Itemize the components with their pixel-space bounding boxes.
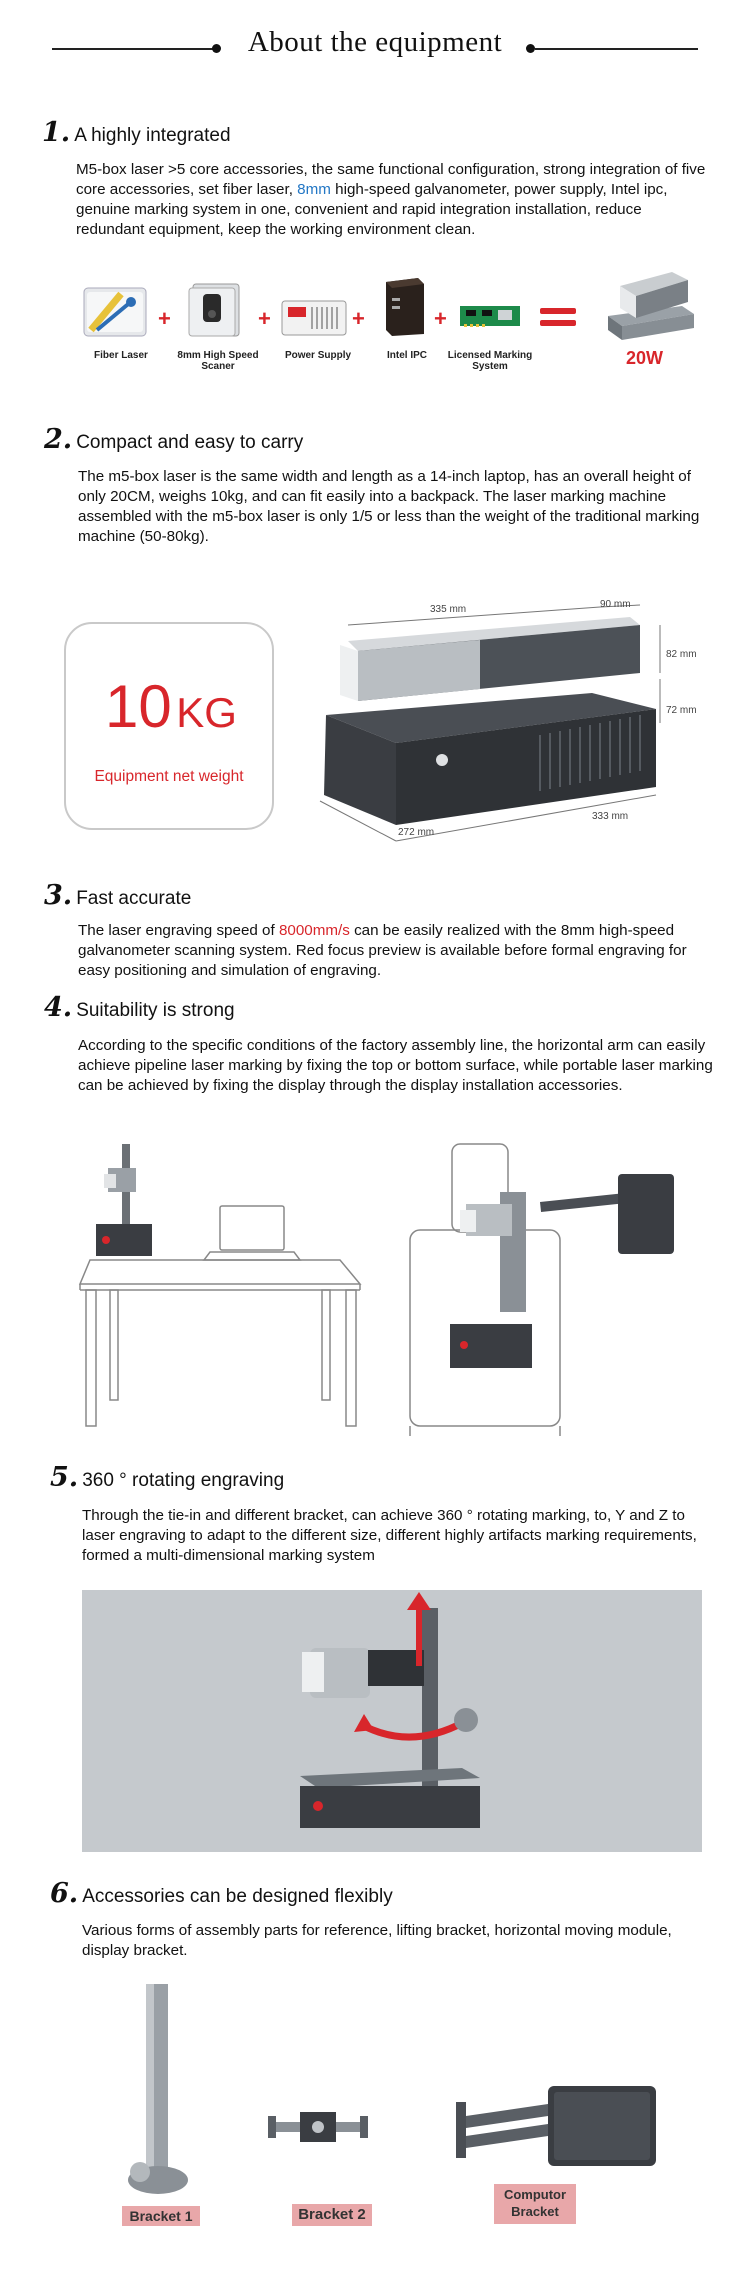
display-bracket-icon <box>452 2080 662 2176</box>
section-6-heading <box>50 1878 393 1909</box>
section-title: Suitability is strong <box>76 1000 235 1021</box>
section-number: 4. <box>44 992 73 1023</box>
rotating-marking-machine-image <box>82 1590 702 1852</box>
bracket-2-image <box>264 2104 374 2154</box>
dim-base-height: 72 mm <box>666 705 697 716</box>
component-marking-system <box>447 300 533 380</box>
computer-bracket-label: Computor Bracket <box>494 2184 576 2224</box>
section-3-heading <box>44 880 191 911</box>
bracket-1-label: Bracket 1 <box>122 2206 200 2226</box>
component-label: Intel IPC <box>386 350 427 361</box>
component-ipc <box>372 276 442 376</box>
rotation-photo <box>82 1590 702 1852</box>
power-supply-icon <box>280 291 348 341</box>
device-dimension-drawing <box>300 595 720 855</box>
weight-card <box>64 622 274 830</box>
section-title: Accessories can be designed flexibly <box>82 1886 393 1907</box>
title-dot-right <box>526 44 535 53</box>
section-6-text: Various forms of assembly parts for reference, lifting bracket, horizontal moving module, display bracket. <box>82 1922 672 1959</box>
section-number: 2. <box>44 424 73 455</box>
equals-icon <box>540 306 580 328</box>
section-title: A highly integrated <box>74 125 231 146</box>
section-title: Fast accurate <box>76 888 192 909</box>
component-label: Power Supply <box>284 350 352 361</box>
scanner-icon <box>185 280 245 340</box>
component-scanner <box>177 280 260 380</box>
lifting-bracket-icon <box>120 1980 200 2200</box>
dimension-figure <box>300 595 720 855</box>
component-power-supply <box>278 285 358 385</box>
section-5-heading <box>50 1462 284 1493</box>
component-label: Fiber Laser <box>94 350 148 361</box>
weight-unit: KG <box>176 689 237 736</box>
usage-illustration <box>70 1140 700 1440</box>
page-title: About the equipment <box>247 26 503 58</box>
circuit-board-icon <box>458 302 522 330</box>
plus-sign: + <box>434 306 447 331</box>
weight-caption: Equipment net weight <box>94 768 244 785</box>
bracket-2-label: Bracket 2 <box>292 2204 372 2226</box>
plus-sign: + <box>352 306 365 331</box>
result-laser-unit <box>598 262 708 382</box>
component-fiber-laser <box>76 280 166 380</box>
section-3-text: The laser engraving speed of 8000mm/s can be easily realized with the 8mm high-speed galvanometer scanning system. Red focus preview is available before formal engraving for easy positioning and simulation of engraving. <box>78 922 687 979</box>
section-1-heading <box>42 117 231 148</box>
plus-sign: + <box>158 306 171 331</box>
bracket-1-image <box>120 1980 200 2200</box>
dim-length: 335 mm <box>430 604 467 615</box>
dim-head-height: 82 mm <box>666 649 697 660</box>
weight-value: 10 <box>105 673 172 740</box>
section-2-heading <box>44 424 303 455</box>
section-number: 3. <box>44 880 73 911</box>
title-rule-right <box>535 48 698 50</box>
component-label: 8mm High Speed Scaner <box>177 350 259 372</box>
computer-bracket-image <box>452 2080 662 2176</box>
table-suitcase-drawing <box>70 1140 700 1440</box>
section-number: 6. <box>50 1878 79 1909</box>
section-number: 5. <box>50 1462 79 1493</box>
dim-base-width: 333 mm <box>592 811 629 822</box>
laser-unit-icon <box>602 262 698 344</box>
section-4-text: According to the specific conditions of the factory assembly line, the horizontal arm can easily achieve pipeline laser marking by fixing the top or bottom surface, while portable laser marking can be achieved by fixing the display through the display installation accessories. <box>78 1037 713 1094</box>
section-title: Compact and easy to carry <box>76 432 304 453</box>
dim-depth: 272 mm <box>398 827 435 838</box>
section-1-text: M5-box laser >5 core accessories, the same functional configuration, strong integration of five core accessories, set fiber laser, 8mm high-speed galvanometer, power supply, Intel ipc, genuine marking system in one, convenient and rapid integration installation, reduce redundant equipment, keep the working environment clean. <box>76 161 706 238</box>
section-5-text: Through the tie-in and different bracket, can achieve 360 ° rotating marking, to, Y and Z to laser engraving to adapt to the different size, different highly artifacts marking requirements, formed a multi-dimensional marking system <box>82 1507 697 1564</box>
plus-sign: + <box>258 306 271 331</box>
ipc-icon <box>380 276 430 338</box>
power-label: 20W <box>626 348 664 368</box>
section-title: 360 ° rotating engraving <box>82 1470 285 1491</box>
dim-top-width: 90 mm <box>600 599 631 610</box>
weight-value-group <box>86 672 256 741</box>
fiber-laser-icon <box>81 280 151 340</box>
page-header <box>0 22 750 72</box>
section-number: 1. <box>42 117 71 148</box>
section-4-heading <box>44 992 235 1023</box>
horizontal-module-icon <box>264 2104 374 2154</box>
section-2-text: The m5-box laser is the same width and length as a 14-inch laptop, has an overall height of only 20CM, weighs 10kg, and can fit easily into a backpack. The laser marking machine assembled with the m5-box laser is only 1/5 or less than the weight of the traditional marking machine (50-80kg). <box>78 468 700 545</box>
component-label: Licensed Marking System <box>447 350 533 372</box>
